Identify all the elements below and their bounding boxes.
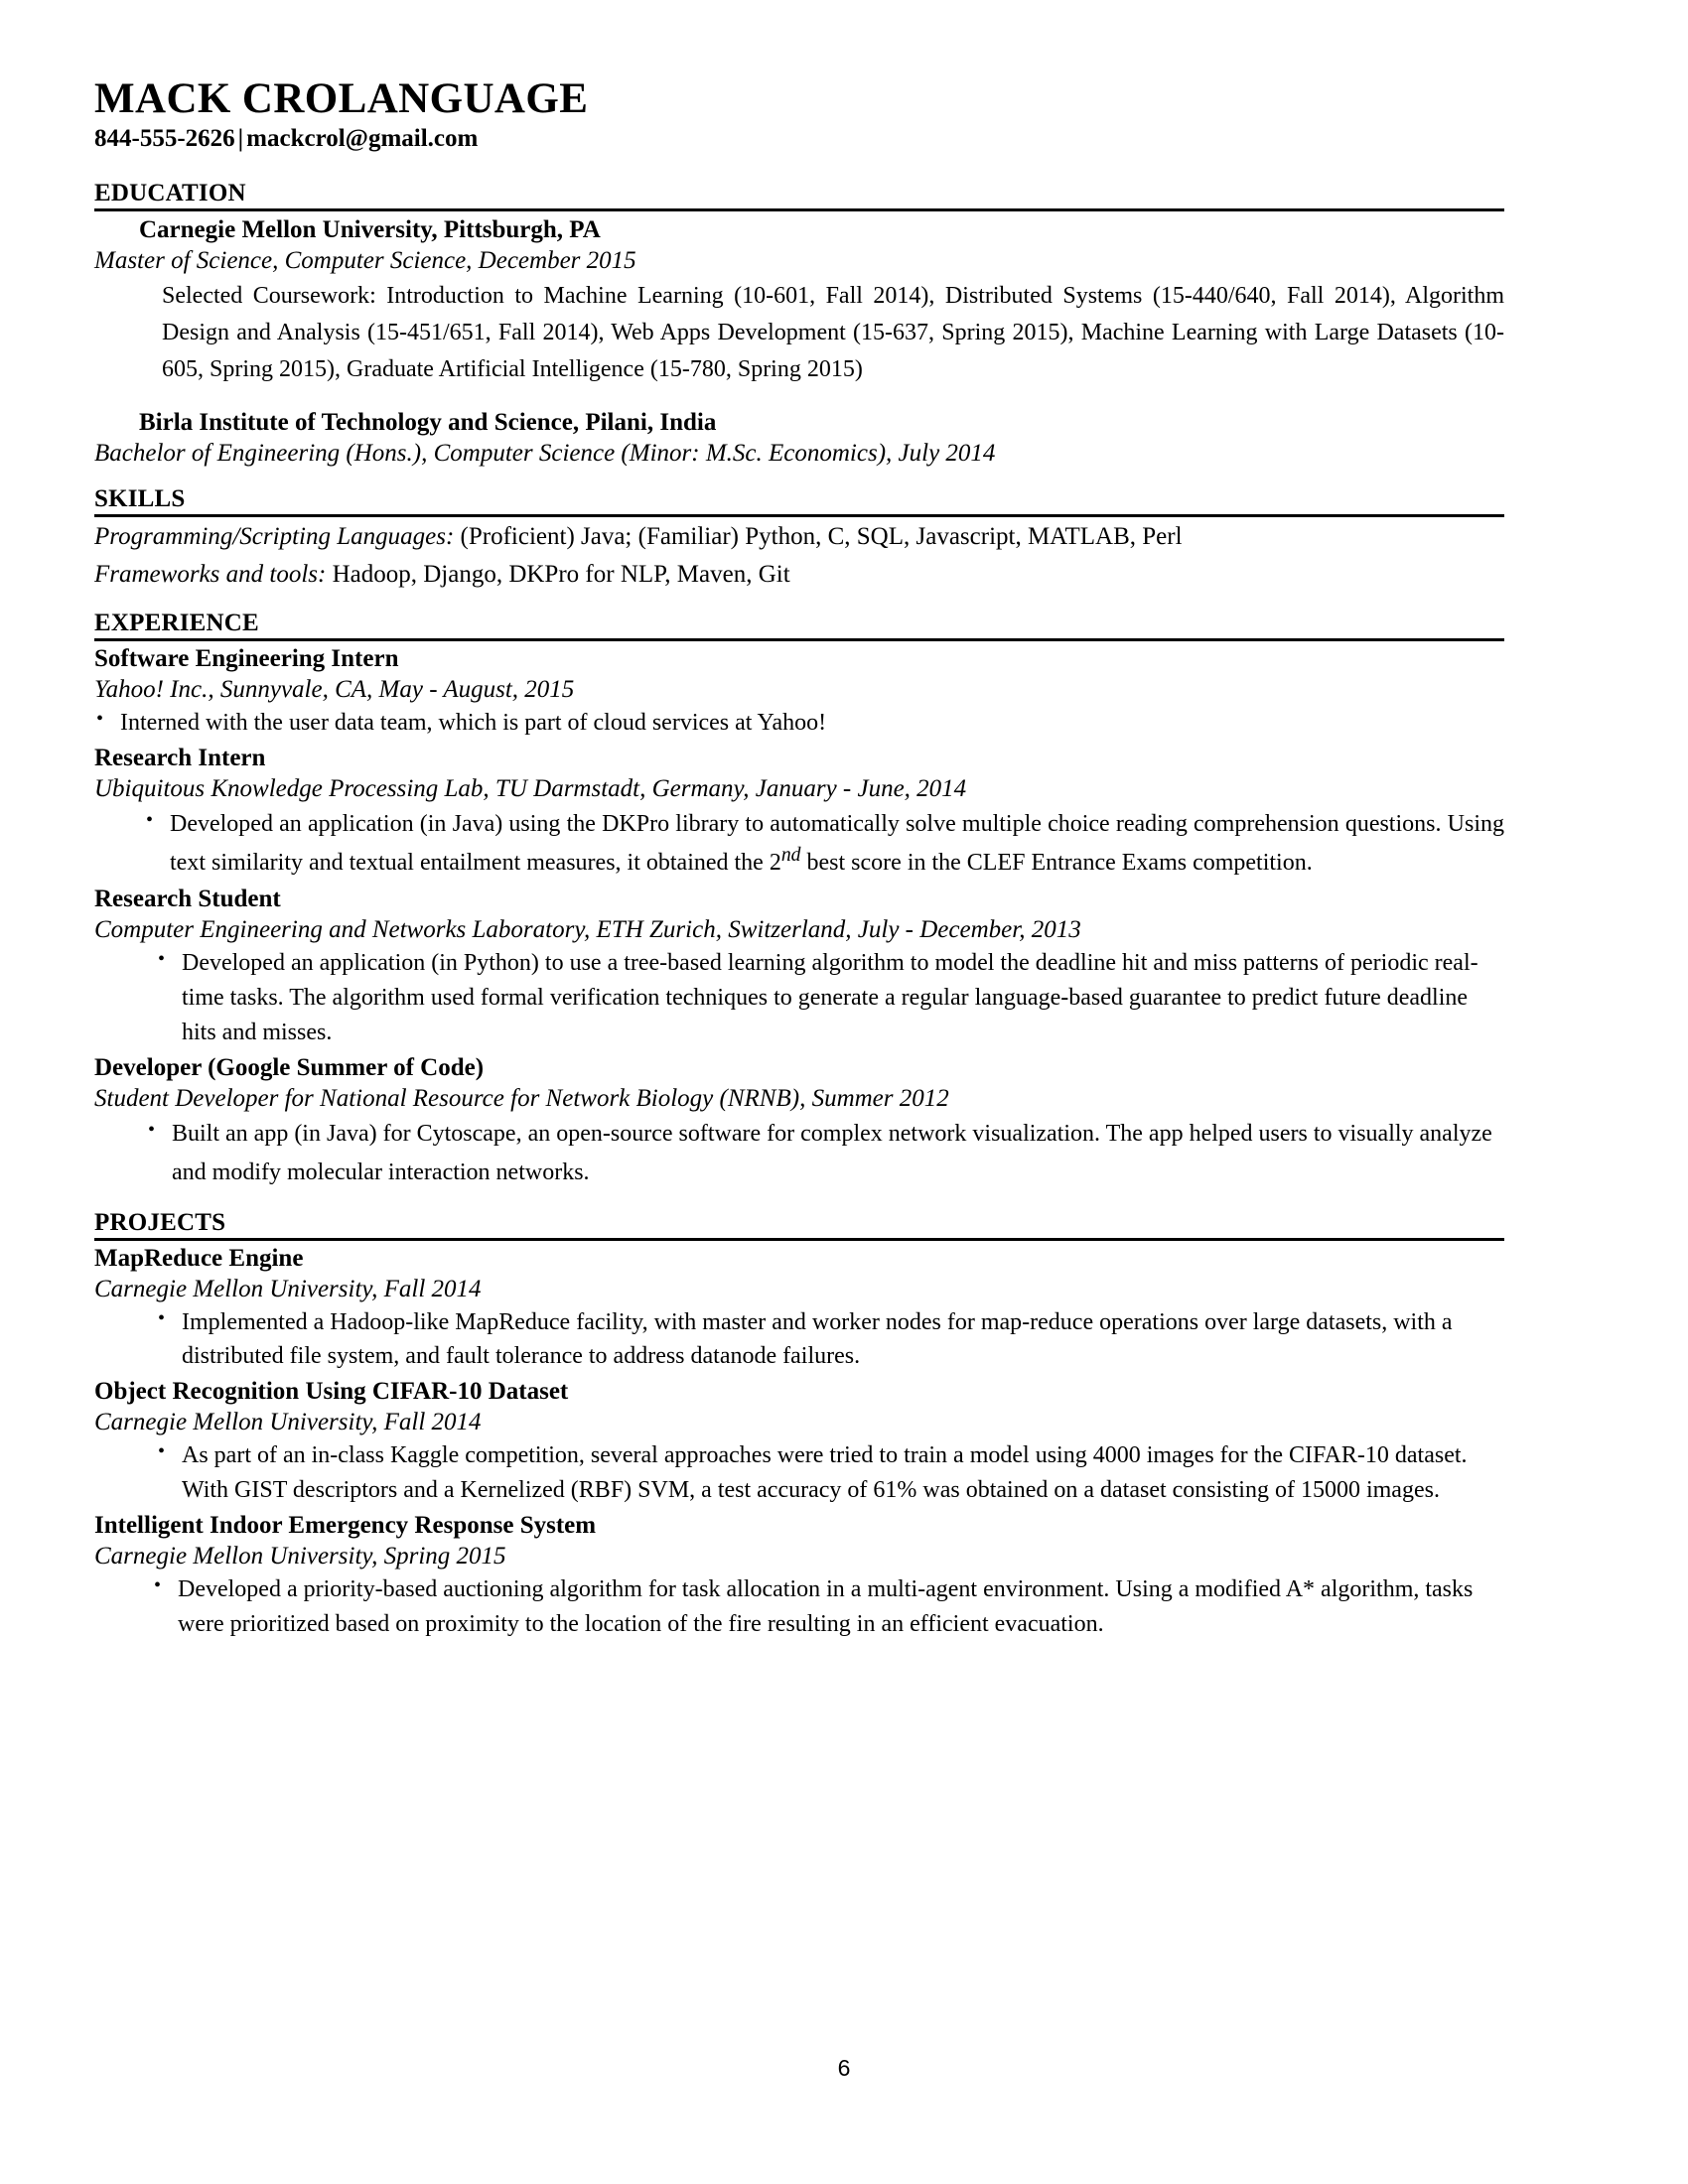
experience-org-line: Student Developer for National Resource for Network Biology (NRNB), Summer 2012 (94, 1084, 949, 1112)
section-header-education: EDUCATION (94, 180, 1504, 211)
phone-number: 844-555-2626 (94, 124, 235, 152)
project-entry-cifar (94, 1377, 1504, 1508)
experience-role-title: Developer (Google Summer of Code) (94, 1053, 485, 1081)
project-title: MapReduce Engine (94, 1244, 304, 1272)
project-title: Intelligent Indoor Emergency Response System (94, 1511, 597, 1539)
list-item: • As part of an in-class Kaggle competition, several approaches were tried to train a model using 4000 images for the CIFAR-10 dataset. With GIST descriptors and a Kernelized (RBF) SVM, a test accuracy of 61% was obtained on a dataset consisting of 15000 images. (156, 1438, 1504, 1508)
experience-bullet-list (146, 1115, 1504, 1192)
education-entry-cmu (94, 215, 1504, 388)
section-header-projects: PROJECTS (94, 1209, 1504, 1241)
skills-row-frameworks (94, 557, 1504, 593)
education-entry-bits (94, 408, 1504, 469)
experience-role-title: Research Student (94, 886, 281, 913)
project-bullet-list (156, 1438, 1504, 1508)
list-item: • Developed a priority-based auctioning algorithm for task allocation in a multi-agent environment. Using a modified A* algorithm, tasks were prioritized based on proximity to the location of the fire resulting in an efficient evacuation. (152, 1572, 1504, 1642)
project-entry-emergency (94, 1511, 1504, 1642)
experience-role-title: Software Engineering Intern (94, 644, 399, 672)
project-title: Object Recognition Using CIFAR-10 Dataset (94, 1378, 569, 1406)
contact-line (94, 125, 1504, 153)
experience-role-title: Research Intern (94, 744, 266, 771)
bullet-text-part1: Developed an application (in Java) using the DKPro library to automatically solve multiple choice reading comprehension questions. Using text similarity and textual entailment measures, it obtained the 2 (170, 810, 1504, 876)
list-item: • Interned with the user data team, which is part of cloud services at Yahoo! (94, 706, 1504, 741)
resume-content (94, 77, 1504, 1641)
skills-value-languages: (Proficient) Java; (Familiar) Python, C, SQL, Javascript, MATLAB, Perl (454, 522, 1183, 550)
list-item (144, 805, 1504, 883)
experience-bullet-list (156, 946, 1504, 1049)
project-org-line: Carnegie Mellon University, Fall 2014 (94, 1409, 482, 1436)
experience-org-line: Computer Engineering and Networks Laboratory, ETH Zurich, Switzerland, July - December, 2013 (94, 916, 1081, 944)
section-header-skills: SKILLS (94, 485, 1504, 517)
resume-header (94, 77, 1504, 152)
experience-entry-eth (94, 885, 1504, 1049)
education-degree: Master of Science, Computer Science, December 2015 (94, 246, 636, 274)
list-item: • Developed an application (in Python) to use a tree-based learning algorithm to model the deadline hit and miss patterns of periodic real-time tasks. The algorithm used formal verification techniques to generate a regular language-based guarantee to predict future deadline hits and misses. (156, 946, 1504, 1049)
experience-entry-gsoc (94, 1053, 1504, 1192)
skills-value-frameworks: Hadoop, Django, DKPro for NLP, Maven, Git (326, 560, 790, 588)
project-entry-mapreduce (94, 1244, 1504, 1375)
experience-org-line: Yahoo! Inc., Sunnyvale, CA, May - August, 2015 (94, 675, 575, 703)
education-degree: Bachelor of Engineering (Hons.), Computer Science (Minor: M.Sc. Economics), July 2014 (94, 439, 996, 467)
skills-label-languages: Programming/Scripting Languages: (94, 522, 455, 550)
experience-bullet-list (94, 706, 1504, 741)
education-school-name: Carnegie Mellon University, Pittsburgh, PA (139, 216, 601, 244)
ordinal-suffix: nd (780, 843, 801, 866)
contact-separator: | (237, 124, 244, 152)
project-bullet-list (156, 1305, 1504, 1375)
experience-entry-yahoo (94, 644, 1504, 741)
skills-label-frameworks: Frameworks and tools: (94, 560, 327, 588)
experience-entry-ukp (94, 744, 1504, 883)
project-org-line: Carnegie Mellon University, Spring 2015 (94, 1542, 506, 1570)
experience-bullet-list (144, 805, 1504, 883)
page-number: 6 (837, 2055, 851, 2081)
section-header-experience: EXPERIENCE (94, 610, 1504, 641)
bullet-text-part2: best score in the CLEF Entrance Exams competition. (800, 849, 1313, 876)
project-bullet-list (152, 1572, 1504, 1642)
list-item: • Built an app (in Java) for Cytoscape, an open-source software for complex network visualization. The app helped users to visually analyze and modify molecular interaction networks. (146, 1115, 1504, 1192)
candidate-name: MACK CROLANGUAGE (94, 75, 589, 122)
skills-row-languages (94, 519, 1504, 555)
experience-org-line: Ubiquitous Knowledge Processing Lab, TU Darmstadt, Germany, January - June, 2014 (94, 774, 967, 802)
education-coursework: Selected Coursework: Introduction to Machine Learning (10-601, Fall 2014), Distributed Systems (15-440/640, Fall 2014), Algorithm Design and Analysis (15-451/651, Fall 2014), Web Apps Development (15-637, Spring 2015), Machine Learning with Large Datasets (10-605, Spring 2015), Graduate Artificial Intelligence (15-780, Spring 2015) (162, 282, 1504, 383)
education-school-name: Birla Institute of Technology and Science, Pilani, India (139, 409, 717, 437)
list-item: • Implemented a Hadoop-like MapReduce facility, with master and worker nodes for map-reduce operations over large datasets, with a distributed file system, and fault tolerance to address datanode failures. (156, 1305, 1504, 1375)
email-address: mackcrol@gmail.com (246, 124, 479, 152)
project-org-line: Carnegie Mellon University, Fall 2014 (94, 1275, 482, 1302)
